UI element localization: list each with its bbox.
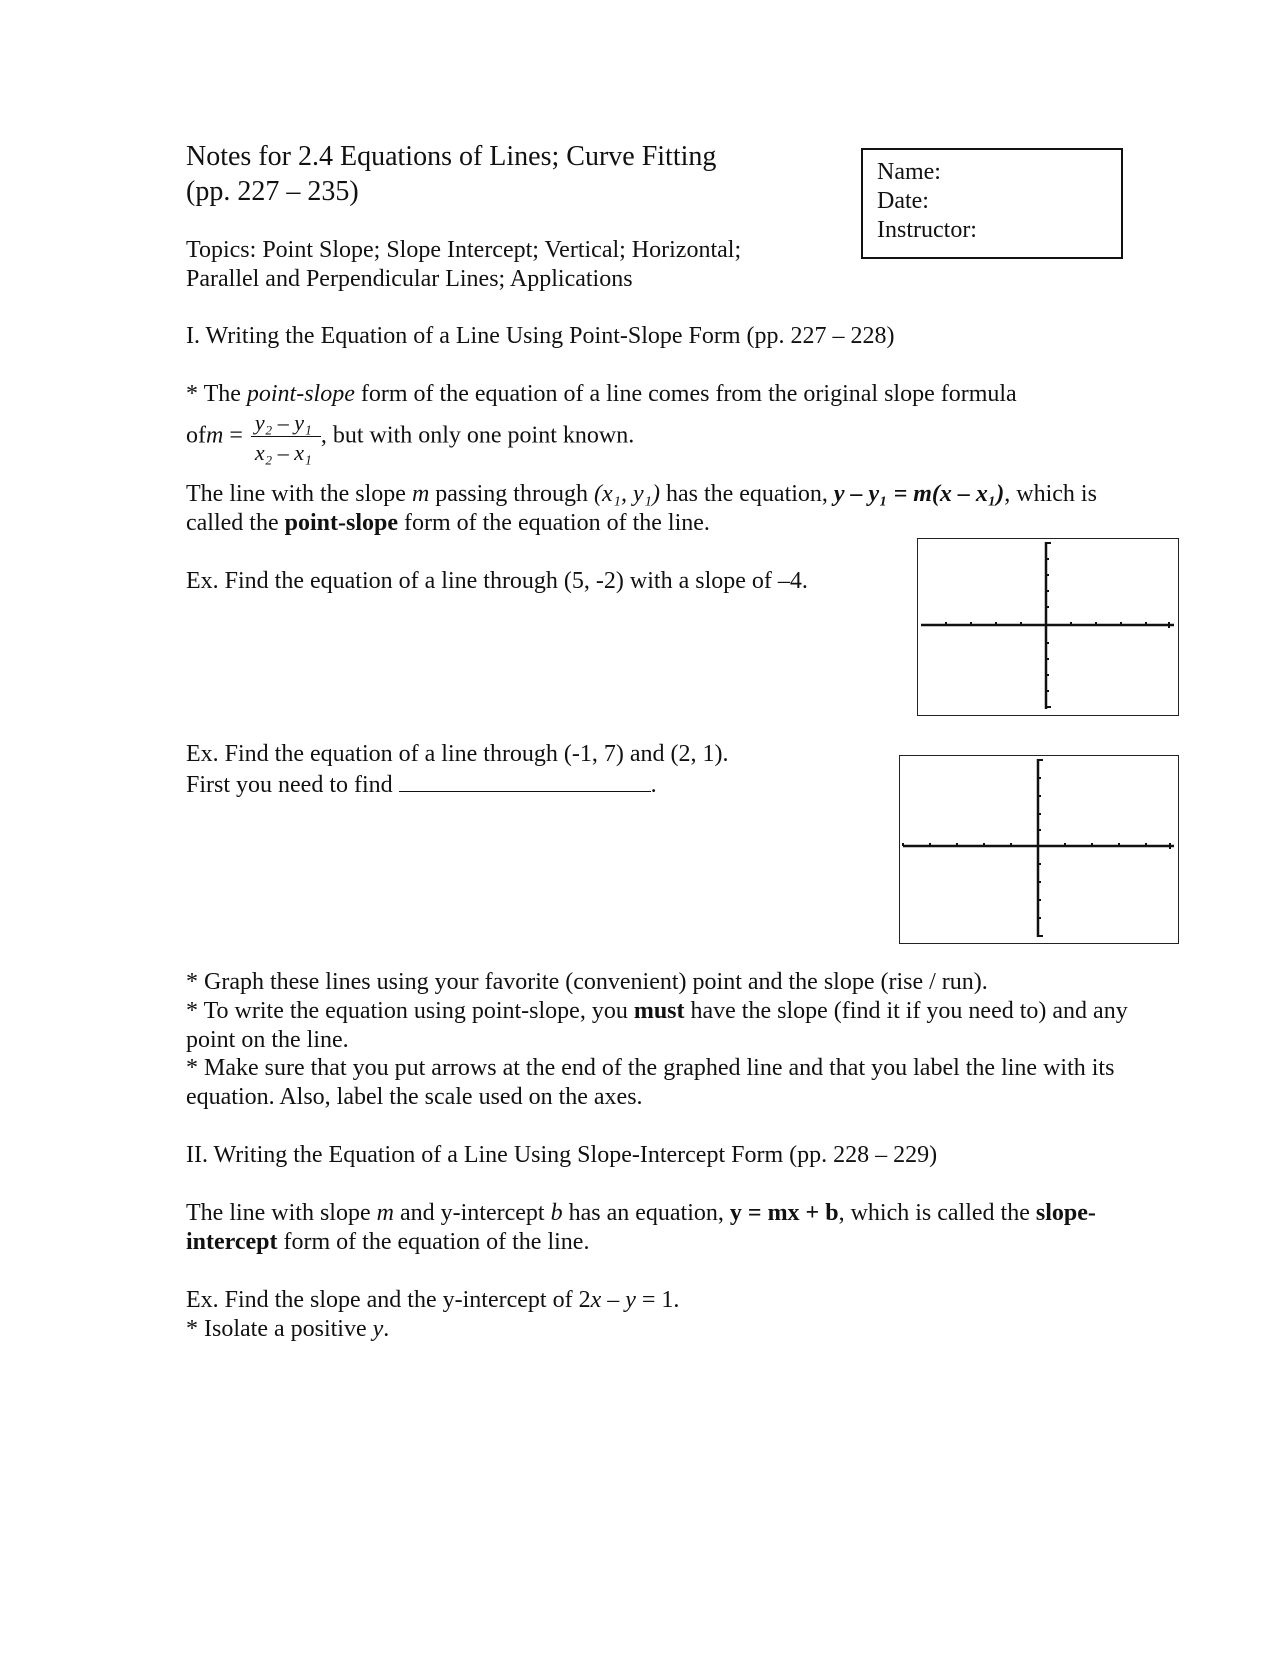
answer-blank[interactable] [399,769,651,792]
topics-line1: Topics: Point Slope; Slope Intercept; Vertical; Horizontal; [186,237,742,263]
note-arrows: * Make sure that you put arrows at the end of the graphed line and that you label the line with its [186,1055,1115,1081]
point-slope-definition-line1: The line with the slope m passing through (x₁, y₁) has the equation, y – y₁ = m(x – x₁), which is [186,481,1097,507]
topics-line2: Parallel and Perpendicular Lines; Applications [186,266,633,292]
coordinate-axes-2 [900,756,1177,942]
name-box [861,148,1123,259]
slope-intercept-definition-line1: The line with slope m and y-intercept b has an equation, y = mx + b, which is called the slope- [186,1200,1096,1226]
slope-fraction-numerator: y₂ – y₁ [254,410,312,435]
date-label: Date: [877,188,929,214]
note-graph-lines: * Graph these lines using your favorite (convenient) point and the slope (rise / run). [186,969,988,995]
isolate-note: * Isolate a positive y. [186,1316,390,1342]
fraction-bar [251,436,321,437]
coordinate-axes-1 [918,539,1177,714]
section2-heading: II. Writing the Equation of a Line Using Slope-Intercept Form (pp. 228 – 229) [186,1142,938,1168]
instructor-label: Instructor: [877,217,977,243]
slope-fraction-denominator: x₂ – x₁ [254,440,312,465]
page-title: Notes for 2.4 Equations of Lines; Curve Fitting [186,141,717,172]
note-arrows-cont: equation. Also, label the scale used on the axes. [186,1084,643,1110]
name-label: Name: [877,159,941,185]
page-subtitle: (pp. 227 – 235) [186,176,359,207]
slope-intercept-definition-line2: intercept form of the equation of the line. [186,1229,590,1255]
example3: Ex. Find the slope and the y-intercept of 2x – y = 1. [186,1287,680,1313]
example2-line1: Ex. Find the equation of a line through (-1, 7) and (2, 1). [186,741,729,767]
section1-heading: I. Writing the Equation of a Line Using Point-Slope Form (pp. 227 – 228) [186,323,895,349]
graph-grid-1 [917,538,1179,716]
slope-formula-line: ofm = $\frac{\text{y₂ – y₁}}{\text{x₂ – x₁}}$ , but with only one point known. [186,410,635,465]
example1: Ex. Find the equation of a line through (5, -2) with a slope of –4. [186,568,808,594]
note-point-slope: * To write the equation using point-slope, you must have the slope (find it if you need to) and any [186,998,1128,1024]
point-slope-definition-line2: called the point-slope form of the equation of the line. [186,510,710,536]
example2-line2: First you need to find . [186,769,657,800]
graph-grid-2 [899,755,1179,944]
slope-fraction [249,408,321,466]
note-point-slope-cont: point on the line. [186,1027,349,1053]
section1-intro: * The point-slope form of the equation of a line comes from the original slope formula [186,381,1017,407]
